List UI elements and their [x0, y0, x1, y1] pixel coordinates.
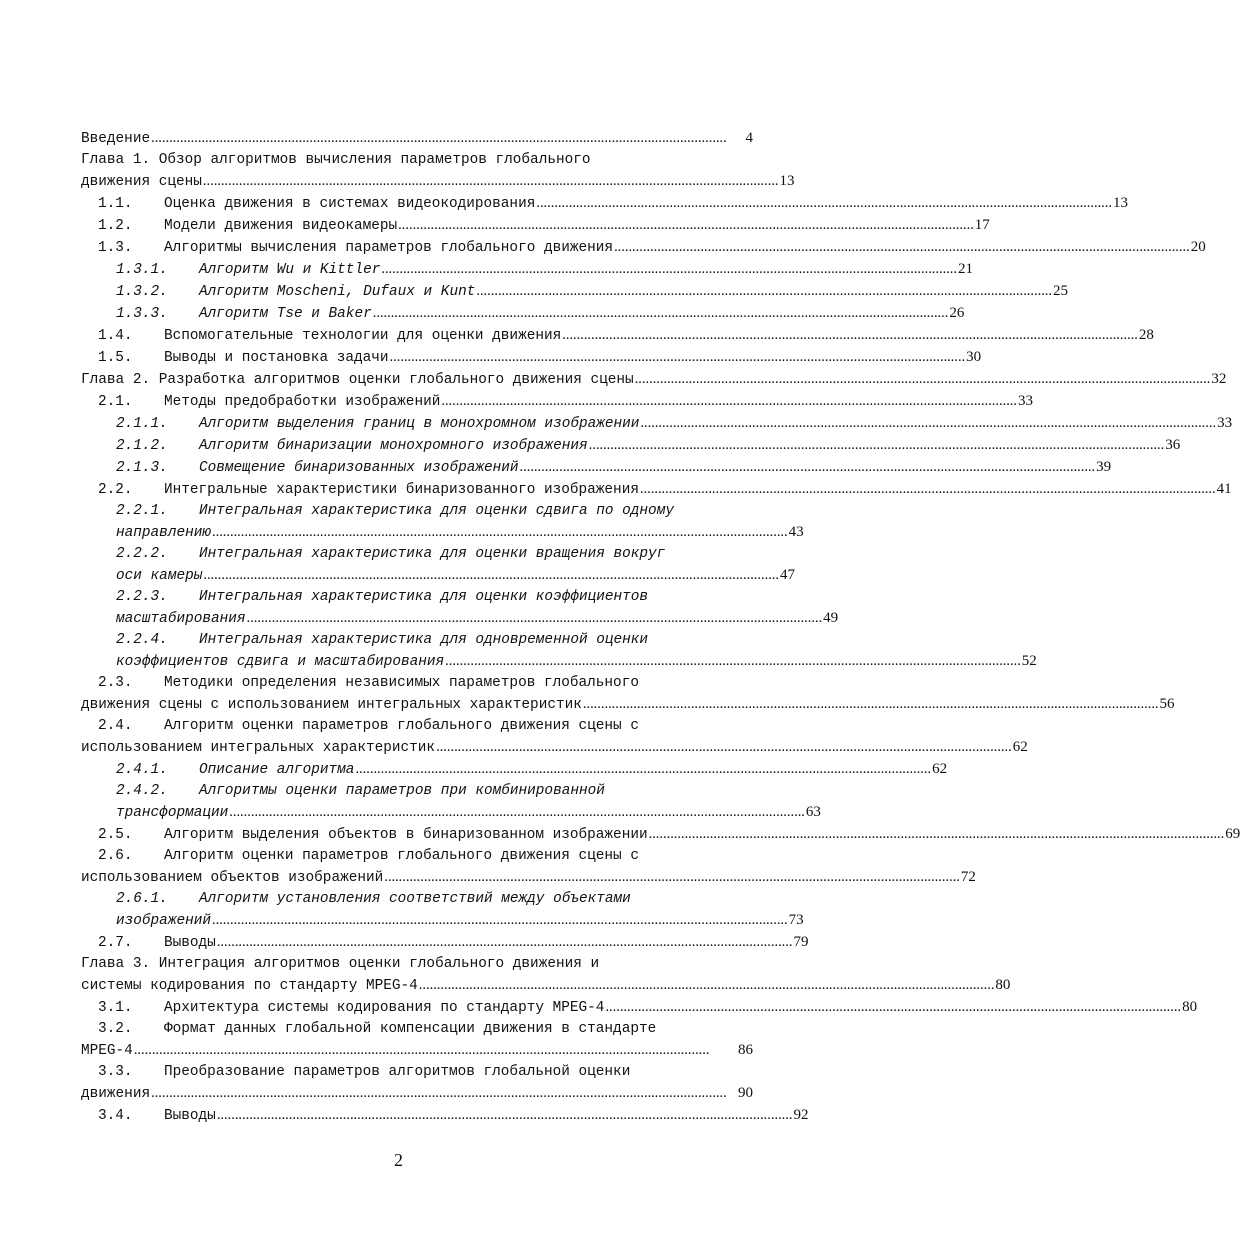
toc-entry-page: 43 [788, 524, 804, 540]
toc-entry-number: 1.5. [98, 350, 133, 366]
toc-entry-title: использованием объектов изображений [81, 870, 384, 886]
dot-leader [151, 128, 744, 150]
toc-entry[interactable] [81, 932, 809, 954]
table-of-contents [81, 128, 1240, 1127]
toc-entry-number: 1.3.2. [116, 284, 168, 300]
dot-leader [441, 391, 1017, 413]
toc-entry-page: 13 [1112, 195, 1128, 211]
toc-entry-title-line1: Интегральная характеристика для оценки коэффициентов [199, 589, 649, 605]
toc-entry[interactable] [81, 413, 1233, 435]
toc-entry[interactable] [81, 630, 1037, 673]
toc-entry-page: 28 [1138, 327, 1154, 343]
toc-entry-page: 36 [1165, 437, 1181, 453]
toc-entry-number: 2.7. [98, 935, 133, 951]
toc-entry-title: MPEG-4 [81, 1043, 133, 1059]
toc-entry[interactable] [81, 544, 795, 587]
toc-entry-title: Алгоритм Wu и Kittler [199, 262, 381, 278]
toc-entry[interactable] [81, 347, 982, 369]
toc-entry[interactable] [81, 1105, 809, 1127]
toc-entry-title-line1: Глава 1. Обзор алгоритмов вычисления параметров глобального [81, 152, 591, 168]
toc-entry[interactable] [81, 259, 973, 281]
toc-entry-page: 69 [1225, 826, 1240, 842]
toc-entry-title: Алгоритм бинаризации монохромного изображения [199, 438, 588, 454]
dot-leader [151, 1083, 737, 1105]
dot-leader [134, 1040, 737, 1062]
toc-entry-number: 1.2. [98, 218, 133, 234]
toc-entry-title-line1: Алгоритмы оценки параметров при комбинированной [199, 783, 605, 799]
toc-entry-page: 13 [779, 173, 795, 189]
toc-entry-page: 17 [974, 217, 990, 233]
toc-entry[interactable] [81, 997, 1198, 1019]
toc-entry-title: Архитектура системы кодирования по стандарту MPEG-4 [164, 1000, 605, 1016]
toc-entry-page: 32 [1211, 371, 1227, 387]
toc-entry-title-line1: Методики определения независимых параметров глобального [164, 675, 639, 691]
toc-entry[interactable] [81, 781, 821, 824]
dot-leader [589, 435, 1165, 457]
toc-entry-title: Алгоритм выделения границ в монохромном изображении [199, 416, 640, 432]
dot-leader [203, 171, 779, 193]
toc-entry-page: 41 [1216, 481, 1232, 497]
toc-entry-number: 2.2.2. [116, 546, 168, 562]
toc-entry-title: изображений [116, 913, 211, 929]
toc-entry[interactable] [81, 128, 753, 150]
toc-entry[interactable] [81, 237, 1206, 259]
toc-entry-page: 26 [949, 305, 965, 321]
toc-entry-number: 1.1. [98, 196, 133, 212]
toc-entry-page: 73 [788, 912, 804, 928]
toc-entry-title: движения сцены с использованием интегральных характеристик [81, 697, 582, 713]
toc-entry-number: 1.4. [98, 328, 133, 344]
toc-entry-title-line1: Интегральная характеристика для оценки вращения вокруг [199, 546, 666, 562]
dot-leader [390, 347, 966, 369]
toc-entry-page: 80 [995, 977, 1011, 993]
toc-entry-page: 86 [738, 1042, 753, 1058]
dot-leader [355, 759, 931, 781]
toc-entry-number: 3.3. [98, 1064, 133, 1080]
toc-entry[interactable] [81, 435, 1181, 457]
toc-entry-title: движения [81, 1086, 151, 1102]
toc-entry[interactable] [81, 673, 1175, 716]
toc-entry-page: 33 [1017, 393, 1033, 409]
toc-entry-number: 2.2. [98, 482, 133, 498]
toc-entry-title: направлению [116, 525, 211, 541]
toc-entry-number: 2.2.1. [116, 503, 168, 519]
toc-entry[interactable] [81, 954, 1011, 997]
toc-entry-title: Выводы и постановка задачи [164, 350, 389, 366]
toc-entry-title-line1: Глава 3. Интеграция алгоритмов оценки глобального движения и [81, 956, 600, 972]
dot-leader [229, 802, 805, 824]
toc-entry-page: 90 [738, 1085, 753, 1101]
dot-leader [381, 259, 957, 281]
toc-entry-title-line1: Алгоритм оценки параметров глобального движения сцены с [164, 848, 639, 864]
toc-entry-title: трансформации [116, 805, 229, 821]
toc-entry-title: Вспомогательные технологии для оценки движения [164, 328, 562, 344]
toc-entry-number: 2.1.3. [116, 460, 168, 476]
dot-leader [398, 215, 974, 237]
toc-entry-number: 2.2.4. [116, 632, 168, 648]
toc-entry[interactable] [81, 716, 1028, 759]
toc-entry[interactable] [81, 303, 965, 325]
toc-entry-title-line1: Формат данных глобальной компенсации движения в стандарте [164, 1021, 657, 1037]
dot-leader [384, 867, 960, 889]
toc-entry[interactable] [81, 1062, 753, 1105]
dot-leader [583, 694, 1159, 716]
dot-leader [649, 824, 1225, 846]
toc-entry-page: 92 [793, 1107, 809, 1123]
toc-entry-title-line1: Алгоритм установления соответствий между объектами [199, 891, 631, 907]
toc-entry-title: Введение [81, 131, 151, 147]
toc-entry-title: движения сцены [81, 174, 202, 190]
toc-entry-title: системы кодирования по стандарту MPEG-4 [81, 978, 418, 994]
dot-leader [605, 997, 1181, 1019]
toc-entry-title: Алгоритм Tse и Baker [199, 306, 372, 322]
toc-entry[interactable] [81, 325, 1154, 347]
toc-entry-number: 2.1.1. [116, 416, 168, 432]
toc-entry-number: 2.4. [98, 718, 133, 734]
toc-entry-page: 79 [793, 934, 809, 950]
toc-entry-title-line1: Интегральная характеристика для одновременной оценки [199, 632, 649, 648]
toc-entry-number: 1.3.3. [116, 306, 168, 322]
toc-entry[interactable] [81, 150, 795, 193]
toc-entry-number: 2.1.2. [116, 438, 168, 454]
dot-leader [562, 325, 1138, 347]
toc-entry-page: 39 [1096, 459, 1112, 475]
toc-entry-number: 2.5. [98, 827, 133, 843]
toc-entry-number: 2.2.3. [116, 589, 168, 605]
toc-entry-title: Алгоритм выделения объектов в бинаризованном изображении [164, 827, 648, 843]
toc-entry-title: Совмещение бинаризованных изображений [199, 460, 519, 476]
toc-entry-page: 62 [1012, 739, 1028, 755]
toc-entry-page: 33 [1217, 415, 1233, 431]
dot-leader [635, 369, 1211, 391]
toc-entry-number: 3.1. [98, 1000, 133, 1016]
toc-entry-page: 47 [779, 567, 795, 583]
toc-entry-page: 56 [1159, 696, 1175, 712]
toc-entry-page: 21 [957, 261, 973, 277]
toc-entry-title: коэффициентов сдвига и масштабирования [116, 654, 445, 670]
toc-entry-title: Методы предобработки изображений [164, 394, 441, 410]
toc-entry-title: Алгоритм Moscheni, Dufaux и Kunt [199, 284, 476, 300]
dot-leader [614, 237, 1190, 259]
toc-entry-page: 52 [1021, 653, 1037, 669]
toc-entry[interactable] [81, 215, 990, 237]
toc-entry-page: 4 [745, 130, 753, 146]
toc-entry[interactable] [81, 479, 1232, 501]
toc-entry-number: 2.6.1. [116, 891, 168, 907]
toc-entry[interactable] [81, 1019, 753, 1062]
toc-entry[interactable] [81, 391, 1033, 413]
toc-entry-page: 20 [1190, 239, 1206, 255]
toc-entry-title: Глава 2. Разработка алгоритмов оценки глобального движения сцены [81, 372, 634, 388]
dot-leader [373, 303, 949, 325]
toc-entry[interactable] [81, 457, 1112, 479]
toc-entry-title: Интегральные характеристики бинаризованного изображения [164, 482, 639, 498]
toc-entry-title-line1: Алгоритм оценки параметров глобального движения сцены с [164, 718, 639, 734]
toc-entry[interactable] [81, 846, 976, 889]
dot-leader [476, 281, 1052, 303]
toc-entry-page: 72 [960, 869, 976, 885]
toc-entry[interactable] [81, 889, 804, 932]
dot-leader [436, 737, 1012, 759]
toc-entry-page: 62 [932, 761, 948, 777]
toc-entry-number: 2.6. [98, 848, 133, 864]
dot-leader [212, 910, 788, 932]
toc-entry-title-line1: Интегральная характеристика для оценки сдвига по одному [199, 503, 674, 519]
dot-leader [247, 608, 823, 630]
toc-entry-title: использованием интегральных характеристик [81, 740, 436, 756]
dot-leader [419, 975, 995, 997]
toc-entry[interactable] [81, 587, 839, 630]
toc-entry-title: Оценка движения в системах видеокодирования [164, 196, 536, 212]
dot-leader [445, 651, 1021, 673]
toc-entry-number: 1.3.1. [116, 262, 168, 278]
dot-leader [640, 479, 1216, 501]
toc-entry[interactable] [81, 824, 1240, 846]
toc-entry[interactable] [81, 759, 948, 781]
toc-entry-number: 2.3. [98, 675, 133, 691]
dot-leader [520, 457, 1096, 479]
toc-entry-title: Выводы [164, 935, 216, 951]
dot-leader [640, 413, 1216, 435]
toc-entry-number: 1.3. [98, 240, 133, 256]
toc-entry-number: 2.4.1. [116, 762, 168, 778]
toc-entry-page: 49 [823, 610, 839, 626]
toc-entry-title: Выводы [164, 1108, 216, 1124]
toc-entry-title: Алгоритмы вычисления параметров глобального движения [164, 240, 614, 256]
dot-leader [212, 522, 788, 544]
toc-entry-number: 2.4.2. [116, 783, 168, 799]
toc-entry-page: 25 [1052, 283, 1068, 299]
toc-entry[interactable] [81, 281, 1068, 303]
toc-entry[interactable] [81, 369, 1227, 391]
toc-entry-title: Модели движения видеокамеры [164, 218, 398, 234]
dot-leader [217, 932, 793, 954]
toc-entry-title: оси камеры [116, 568, 203, 584]
toc-entry[interactable] [81, 193, 1128, 215]
toc-entry-number: 3.4. [98, 1108, 133, 1124]
toc-entry-number: 3.2. [98, 1021, 133, 1037]
toc-entry-title-line1: Преобразование параметров алгоритмов глобальной оценки [164, 1064, 631, 1080]
toc-entry-page: 63 [805, 804, 821, 820]
toc-entry-title: масштабирования [116, 611, 246, 627]
toc-entry-page: 30 [966, 349, 982, 365]
dot-leader [217, 1105, 793, 1127]
toc-entry-title: Описание алгоритма [199, 762, 355, 778]
toc-entry-page: 80 [1182, 999, 1198, 1015]
toc-entry-number: 2.1. [98, 394, 133, 410]
dot-leader [536, 193, 1112, 215]
page-number: 2 [394, 1150, 403, 1170]
toc-entry[interactable] [81, 501, 804, 544]
dot-leader [203, 565, 779, 587]
